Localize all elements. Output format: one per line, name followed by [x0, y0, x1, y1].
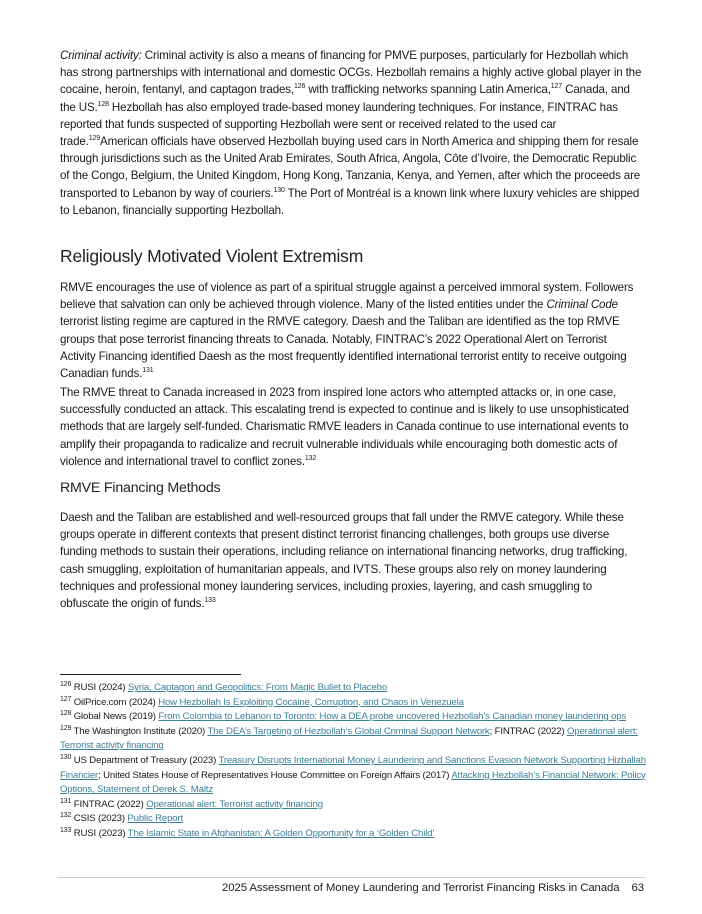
rmve-paragraph-2: The RMVE threat to Canada increased in 2023 from inspired lone actors who attempted attacks or, in one case, successfully conducted an attack. This escalating trend is expected to continue and is likely to use unsophisticated methods that are largely self-funded. Charismatic RMVE leaders in Canada continue to use international events to amplify their propaganda to radicalize and recruit vulnerable individuals while encouraging both domestic acts of violence and international travel to conflict zones.$^{132}$: [60, 386, 629, 468]
criminal-activity-paragraph: Criminal activity: Criminal activity is also a means of financing for PMVE purposes, particularly for Hezbollah which has strong partnerships with international and domestic OCGs. Hezbollah remains a highly active global player in the cocaine, heroin, fentanyl, and captagon trades,$^{126}$ with trafficking networks spanning Latin America,$^{127}$ Canada, and the US.$^{128}$ Hezbollah has also employed trade-based money laundering techniques. For instance, FINTRAC has reported that funds suspected of supporting Hezbollah were sent or received related to the used car trade.$^{129}$American officials have observed Hezbollah buying used cars in North America and shipping them for resale through jurisdictions such as the United Arab Emirates, South Africa, Angola, Côte d’Ivoire, the Democratic Republic of the Congo, Belgium, the United Kingdom, Hong Kong, Tanzania, Kenya, and Yemen, after which the proceeds are transported to Lebanon by way of couriers.$^{130}$ The Port of Montréal is a known link where luxury vehicles are shipped to Lebanon, financially supporting Hezbollah.: [60, 49, 642, 217]
footnote-130: $^{130}$ US Department of Treasury (2023) Treasury Disrupts International Money Laundering and Sanctions Evasion Network Supporting Hizballah Financier; United States House of Representatives House Committee on Foreign Affairs (2017) Attacking Hezbollah’s Financial Network: Policy Options, Statement of Derek S. Maltz: [60, 753, 646, 796]
footnote-link[interactable]: Treasury Disrupts International Money Laundering and Sanctions Evasion Network Supporting Hizballah Financier: [60, 754, 646, 781]
criminal-activity-label: Criminal activity:: [60, 49, 142, 62]
footnote-ref[interactable]: 129: [88, 135, 100, 143]
footnote-ref[interactable]: 130: [273, 186, 285, 194]
footnote-128: $^{128}$ Global News (2019) From Colombia to Lebanon to Toronto: How a DEA probe uncovered Hezbollah’s Canadian money laundering ops: [60, 710, 627, 723]
footnote-separator: [60, 674, 241, 675]
footnote-ref[interactable]: 133: [204, 597, 216, 605]
footer-title: 2025 Assessment of Money Laundering and Terrorist Financing Risks in Canada: [221, 882, 620, 894]
section-heading-rmve: Religiously Motivated Violent Extremism: [60, 246, 364, 266]
footnote-link[interactable]: How Hezbollah Is Exploiting Cocaine, Corruption, and Chaos in Venezuela: [158, 696, 464, 708]
footnote-link[interactable]: The DEA’s Targeting of Hezbollah’s Global Criminal Support Network: [207, 725, 490, 737]
rmve-paragraph-1: RMVE encourages the use of violence as part of a spiritual struggle against a perceived immoral system. Followers believe that salvation can only be achieved through violence. Many of the listed entities under the Criminal Code terrorist listing regime are captured in the RMVE category. Daesh and the Taliban are identified as the top RMVE groups that pose terrorist financing threats to Canada. Notably, FINTRAC’s 2022 Operational Alert on Terrorist Activity Financing identified Daesh as the most frequently identified international terrorist entity to receive outgoing Canadian funds.$^{131}$: [60, 281, 634, 381]
footnote-131: $^{131}$ FINTRAC (2022) Operational alert: Terrorist activity financing: [60, 797, 323, 810]
footnote-133: $^{133}$ RUSI (2023) The Islamic State in Afghanistan: A Golden Opportunity for a ‘Golden Child’: [60, 826, 435, 839]
footnote-129: $^{129}$ The Washington Institute (2020) The DEA’s Targeting of Hezbollah’s Global Criminal Support Network; FINTRAC (2022) Operational alert: Terrorist activity financing: [60, 724, 638, 752]
page-footer: [222, 882, 644, 894]
footnote-link[interactable]: Operational alert: Terrorist activity financing: [146, 798, 323, 810]
footnote-link[interactable]: The Islamic State in Afghanistan: A Golden Opportunity for a ‘Golden Child’: [127, 827, 435, 839]
footnote-ref[interactable]: 131: [142, 367, 154, 375]
page-number: 63: [631, 882, 644, 894]
footnote-ref[interactable]: 128: [97, 100, 109, 108]
footnote-126: $^{126}$ RUSI (2024) Syria, Captagon and Geopolitics: From Magic Bullet to Placebo: [60, 680, 388, 693]
footnote-127: $^{127}$ OilPrice.com (2024) How Hezbollah Is Exploiting Cocaine, Corruption, and Chaos in Venezuela: [60, 695, 464, 708]
footnote-ref[interactable]: 132: [304, 454, 317, 462]
footnote-ref[interactable]: 126: [294, 83, 306, 91]
financing-methods-paragraph: Daesh and the Taliban are established and well-resourced groups that fall under the RMVE category. While these groups operate in different contexts that present distinct terrorist financing challenges, both groups use diverse funding methods to sustain their operations, including reliance on international financing networks, drug trafficking, cash smuggling, exploitation of humanitarian appeals, and IVTS. These groups also rely on money laundering techniques and professional money laundering services, including proxies, layering, and cash smuggling to obfuscate the origin of funds.$^{133}$: [60, 511, 628, 611]
footnotes: [60, 681, 650, 842]
footnote-ref[interactable]: 127: [550, 83, 563, 91]
footnote-link[interactable]: Attacking Hezbollah’s Financial Network: Policy Options, Statement of Derek S. Maltz: [60, 769, 646, 796]
footnote-link[interactable]: Operational alert: Terrorist activity financing: [60, 725, 638, 752]
subsection-heading-financing-methods: RMVE Financing Methods: [60, 480, 221, 496]
footnote-link[interactable]: From Colombia to Lebanon to Toronto: How a DEA probe uncovered Hezbollah’s Canadian money laundering ops: [158, 711, 627, 723]
footnote-link[interactable]: Syria, Captagon and Geopolitics: From Magic Bullet to Placebo: [127, 682, 388, 693]
footnote-link[interactable]: Public Report: [127, 813, 184, 825]
footer-rule: [57, 877, 645, 878]
footnote-132: $^{132}$ CSIS (2023) Public Report: [60, 812, 184, 825]
